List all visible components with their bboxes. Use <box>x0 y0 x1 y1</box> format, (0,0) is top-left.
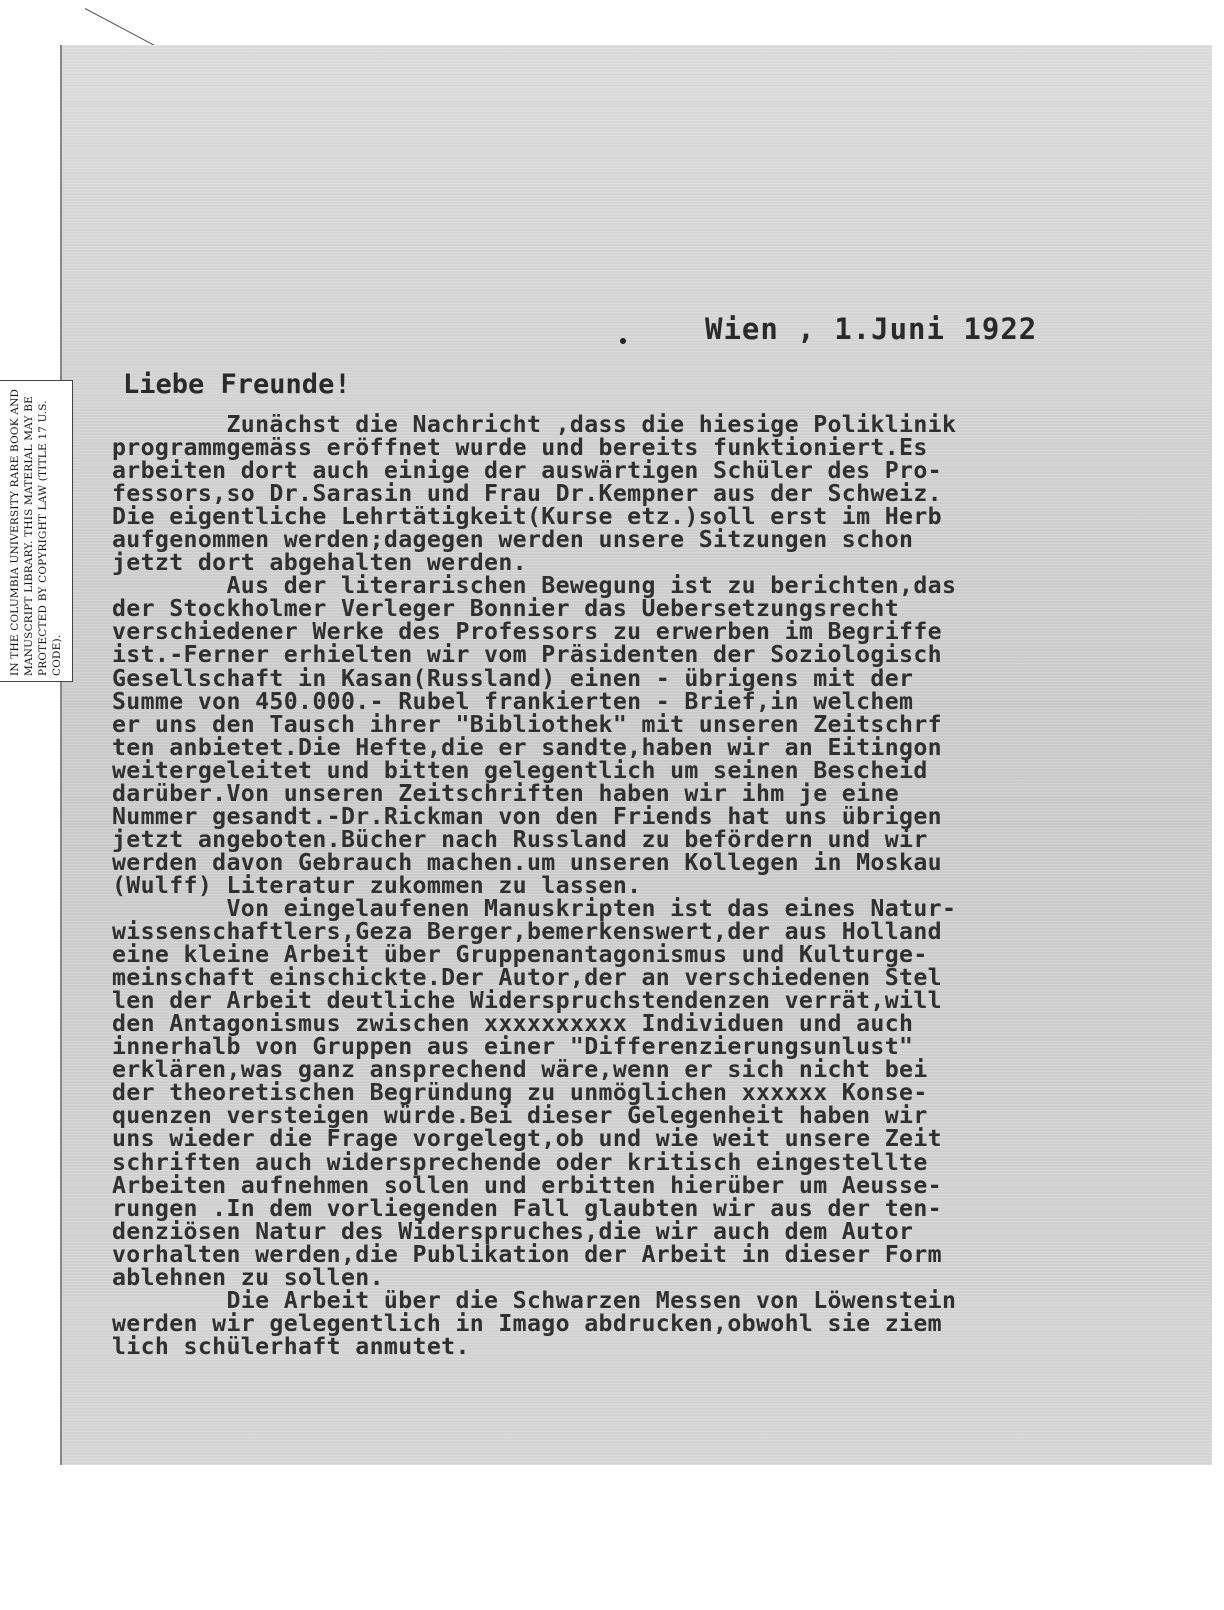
ink-dot <box>620 338 626 344</box>
letter-line: wissenschaftlers,Geza Berger,bemerkenswert,der aus Holland <box>112 918 942 946</box>
letter-line: arbeiten dort auch einige der auswärtigen Schüler des Pro- <box>112 457 942 485</box>
letter-line: den Antagonismus zwischen xxxxxxxxxx Individuen und auch <box>112 1010 914 1038</box>
letter-line: meinschaft einschickte.Der Autor,der an verschiedenen Stel <box>112 964 942 992</box>
letter-date: Wien , 1.Juni 1922 <box>705 312 1038 346</box>
letter-line: Arbeiten aufnehmen sollen und erbitten hierüber um Aeusse- <box>112 1171 942 1199</box>
letter-line: (Wulff) Literatur zukommen zu lassen. <box>112 871 642 899</box>
letter-line: weitergeleitet und bitten gelegentlich um seinen Bescheid <box>112 756 928 784</box>
letter-line: verschiedener Werke des Professors zu erwerben im Begriffe <box>112 618 942 646</box>
letter-line: fessors,so Dr.Sarasin und Frau Dr.Kempner aus der Schweiz. <box>112 480 942 508</box>
letter-line: der theoretischen Begründung zu unmöglichen xxxxxx Konse- <box>112 1079 928 1107</box>
letter-line: Gesellschaft in Kasan(Russland) einen - übrigens mit der <box>112 664 914 692</box>
letter-line: darüber.Von unseren Zeitschriften haben wir ihm je eine <box>112 779 900 807</box>
letter-line: er uns den Tausch ihrer "Bibliothek" mit unseren Zeitschrf <box>112 710 942 738</box>
letter-line: len der Arbeit deutliche Widerspruchstendenzen verrät,will <box>112 987 942 1015</box>
letter-line: jetzt dort abgehalten werden. <box>112 549 527 577</box>
letter-line: Summe von 450.000.- Rubel frankierten - Brief,in welchem <box>112 687 914 715</box>
letter-line: rungen .In dem vorliegenden Fall glaubten wir aus der ten- <box>112 1194 942 1222</box>
letter-line: quenzen versteigen würde.Bei dieser Gelegenheit haben wir <box>112 1102 928 1130</box>
copyright-stamp <box>0 380 73 682</box>
letter-line: Zunächst die Nachricht ,dass die hiesige Poliklinik <box>112 411 957 438</box>
letter-line: werden davon Gebrauch machen.um unseren Kollegen in Moskau <box>112 848 942 876</box>
letter-line: werden wir gelegentlich in Imago abdrucken,obwohl sie ziem <box>112 1309 942 1337</box>
letter-line: Aus der literarischen Bewegung ist zu berichten,das <box>112 572 957 600</box>
letter-body <box>112 413 1122 1358</box>
letter-line: schriften auch widersprechende oder kritisch eingestellte <box>112 1148 928 1176</box>
letter-line: Die eigentliche Lehrtätigkeit(Kurse etz.)soll erst im Herb <box>112 503 942 531</box>
letter-line: aufgenommen werden;dagegen werden unsere Sitzungen schon <box>112 526 914 554</box>
letter-line: eine kleine Arbeit über Gruppenantagonismus und Kulturge- <box>112 941 928 969</box>
letter-line: innerhalb von Gruppen aus einer "Differenzierungsunlust" <box>112 1033 914 1061</box>
copyright-stamp-text: IN THE COLUMBIA UNIVERSITY RARE BOOK AND MANUSCRIPT LIBRARY. THIS MATERIAL MAY BE PROTECTED BY COPYRIGHT LAW (TITLE 17 U.S. CODE). <box>9 388 63 676</box>
letter-salutation: Liebe Freunde! <box>123 369 351 400</box>
letter-line: uns wieder die Frage vorgelegt,ob und wie weit unsere Zeit <box>112 1125 942 1153</box>
letter-line: lich schülerhaft anmutet. <box>112 1332 470 1360</box>
letter-line: ist.-Ferner erhielten wir vom Präsidenten der Soziologisch <box>112 641 942 669</box>
letter-line: vorhalten werden,die Publikation der Arbeit in dieser Form <box>112 1240 942 1268</box>
letter-line: denziösen Natur des Widerspruches,die wir auch dem Autor <box>112 1217 914 1245</box>
letter-line: Von eingelaufenen Manuskripten ist das eines Natur- <box>112 894 957 922</box>
letter-line: ablehnen zu sollen. <box>112 1263 384 1291</box>
letter-line: programmgemäss eröffnet wurde und bereits funktioniert.Es <box>112 434 928 462</box>
letter-line: erklären,was ganz ansprechend wäre,wenn er sich nicht bei <box>112 1056 928 1084</box>
letter-line: Die Arbeit über die Schwarzen Messen von Löwenstein <box>112 1286 957 1314</box>
letter-line: ten anbietet.Die Hefte,die er sandte,haben wir an Eitingon <box>112 733 942 761</box>
letter-line: Nummer gesandt.-Dr.Rickman von den Friends hat uns übrigen <box>112 802 942 830</box>
letter-line: jetzt angeboten.Bücher nach Russland zu befördern und wir <box>112 825 928 853</box>
letter-line: der Stockholmer Verleger Bonnier das Uebersetzungsrecht <box>112 595 900 623</box>
